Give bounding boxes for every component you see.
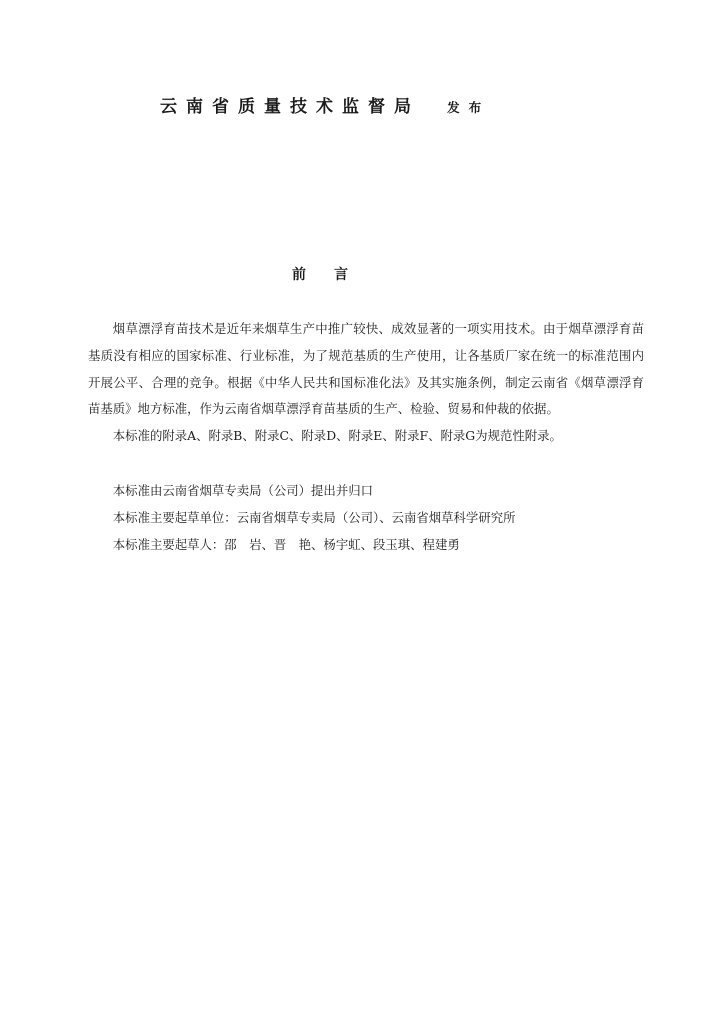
foreword-body: [88, 316, 644, 558]
issuer-line: [160, 92, 490, 117]
foreword-title-char-2: 言: [334, 267, 348, 283]
foreword-paragraph-1: 烟草漂浮育苗技术是近年来烟草生产中推广较快、成效显著的一项实用技术。由于烟草漂浮育苗基质没有相应的国家标准、行业标准，为了规范基质的生产使用，让各基质厂家在统一的标准范围内开展公平、合理的竞争。根据《中华人民共和国标准化法》及其实施条例，制定云南省《烟草漂浮育苗基质》地方标准，作为云南省烟草漂浮育苗基质的生产、检验、贸易和仲裁的依据。: [88, 321, 644, 417]
credits-block: [88, 478, 644, 558]
drafting-units-line: 本标准主要起草单位：云南省烟草专卖局（公司）、云南省烟草科学研究所: [112, 509, 516, 525]
issuer-name: 云南省质量技术监督局: [160, 97, 420, 117]
proposed-by-line: 本标准由云南省烟草专卖局（公司）提出并归口: [112, 482, 373, 498]
publish-label: 发布: [447, 100, 491, 115]
foreword-title-char-1: 前: [292, 267, 306, 283]
foreword-title: [292, 264, 348, 284]
foreword-paragraph-2: 本标准的附录A、附录B、附录C、附录D、附录E、附录F、附录G为规范性附录。: [112, 428, 562, 444]
drafters-line: 本标准主要起草人：邵 岩、晋 艳、杨宇虹、段玉琪、程建勇: [112, 536, 460, 552]
